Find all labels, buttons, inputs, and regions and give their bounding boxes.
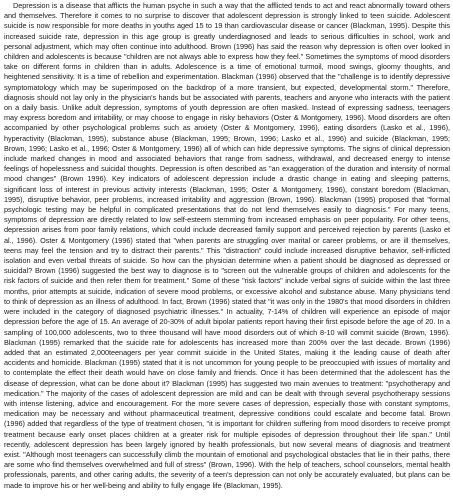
essay-body-text: Depression is a disease that afflicts the human psyche in such a way that the afflicted tends to act and react abnormally toward others and themselves. Therefore it comes to no surprise to discover that adolescent depression is strongly linked to teen suicide. Adolescent suicide is now responsible for more deaths in youths aged 15 to 19 than cardiovascular disease or cancer (Blackman, 1995). Despite this increased suicide rate, depression in this age group is greatly underdiagnosed and leads to serious difficulties in school, work and personal adjustment, which may often continue into adulthood. Brown (1996) has said the reason why depression is often over looked in children and adolescents is because "children are not always able to express how they feel." Sometimes the symptoms of mood disorders take on different forms in children than in adults. Adolescence is a time of emotional turmoil, mood swings, gloomy thoughts, and heightened sensitivity. It is a time of rebellion and experimentation. Blackman (1996) observed that the "challenge is to identify depressive symptomatology which may be superimposed on the backdrop of a more transient, but expected, developmental storm." Therefore, diagnosis should not lay only in the physician's hands but be associated with parents, teachers and anyone who interacts with the patient on a daily basis. Unlike adult depression, symptoms of youth depression are often masked. Instead of expressing sadness, teenagers may express boredom and irritability, or may choose to engage in risky behaviors (Oster & Montgomery, 1996). Mood disorders are often accompanied by other psychological problems such as anxiety (Oster & Montgomery, 1996), eating disorders (Lasko et al., 1996), hyperactivity (Blackman, 1995), substance abuse (Blackman, 1995; Brown, 1996; Lasko et al., 1996) and suicide (Blackman, 1995; Brown, 1996; Lasko et al., 1996; Oster & Montgomery, 1996) all of which can hide depressive symptoms. The signs of clinical depression include marked changes in mood and associated behaviors that range from sadness, withdrawal, and decreased energy to intense feelings of hopelessness and suicidal thoughts. Depression is often described as "an exaggeration of the duration and intensity of normal mood changes" (Brown 1996). Key indicators of adolescent depression include a drastic change in eating and sleeping patterns, significant loss of interest in previous activity interests (Blackman, 1995; Oster & Montgomery, 1996), constant boredom (Blackman, 1995), disruptive behavior, peer problems, increased irritability and aggression (Brown, 1996). Blackman (1995) proposed that "formal psychologic testing may be helpful in complicated presentations that do not lend themselves easily to diagnosis." For many teens, symptoms of depression are directly related to low self-esteem stemming from increased emphasis on peer popularity. For other teens, depression arises from poor family relations, which could include decreased family support and perceived rejection by parents (Lasko et al., 1996). Oster & Montgomery (1996) stated that "when parents are struggling over marital or career problems, or are ill themselves, teens may feel the tension and try to distract their parents." This "distraction" could include increased disruptive behavior, self-inflicted isolation and even verbal threats of suicide. So how can the physician determine when a patient should be diagnosed as depressed or suicidal? Brown (1996) suggested the best way to diagnose is to "screen out the vulnerable groups of children and adolescents for the risk factors of suicide and then refer them for treatment." Some of these "risk factors" include verbal signs of suicide within the last three months, prior attempts at suicide, indication of severe mood problems, or excessive alcohol and substance abuse. Many physicians tend to think of depression as an illness of adulthood. In fact, Brown (1996) stated that "it was only in the 1980's that mood disorders in children were included in the category of diagnosed psychiatric illnesses." In actuality, 7-14% of children will experience an episode of major depression before the age of 15. An average of 20-30% of adult bipolar patients report having their first episode before the age of 20. In a sampling of 100,000 adolescents, two to three thousand will have mood disorders out of which 8-10 will commit suicide (Brown, 1996). Blackman (1995) remarked that the suicide rate for adolescents has increased more than 200% over the last decade. Brown (1996) added that an estimated 2,000teenagers per year commit suicide in the United States, making it the leading cause of death after accidents and homicide. Blackman (1995) stated that it is not uncommon for young people to be preoccupied with issues of mortality and to contemplate the effect their death would have on close family and friends. Once it has been determined that the adolescent has the disease of depression, what can be done about it? Blackman (1995) has suggested two main avenues to treatment: "psychotherapy and medication." The majority of the cases of adolescent depression are mild and can be dealt with through several psychotherapy sessions with intense listening, advice and encouragement. For the more severe cases of depression, especially those with constant symptoms, medication may be necessary and without pharmaceutical treatment, depressive conditions could escalate and become fatal. Brown (1996) added that regardless of the type of treatment chosen, "it is important for children suffering from mood disorders to receive prompt treatment because early onset places children at a greater risk for multiple episodes of depression throughout their life span." Until recently, adolescent depression has been largely ignored by health professionals, but now several means of diagnosis and treatment exist. "Although most teenagers can successfully climb the mountain of emotional and psychological obstacles that lie in their paths, there are some who find themselves overwhelmed and full of stress" (Brown, 1996). With the help of teachers, school counselors, mental health professionals, parents, and other caring adults, the severity of a teen's depression can not only be accurately evaluated, but plans can be made to improve his or her well-being and ability to fully engage life (Blackman, 1995). [4,1,451,490]
